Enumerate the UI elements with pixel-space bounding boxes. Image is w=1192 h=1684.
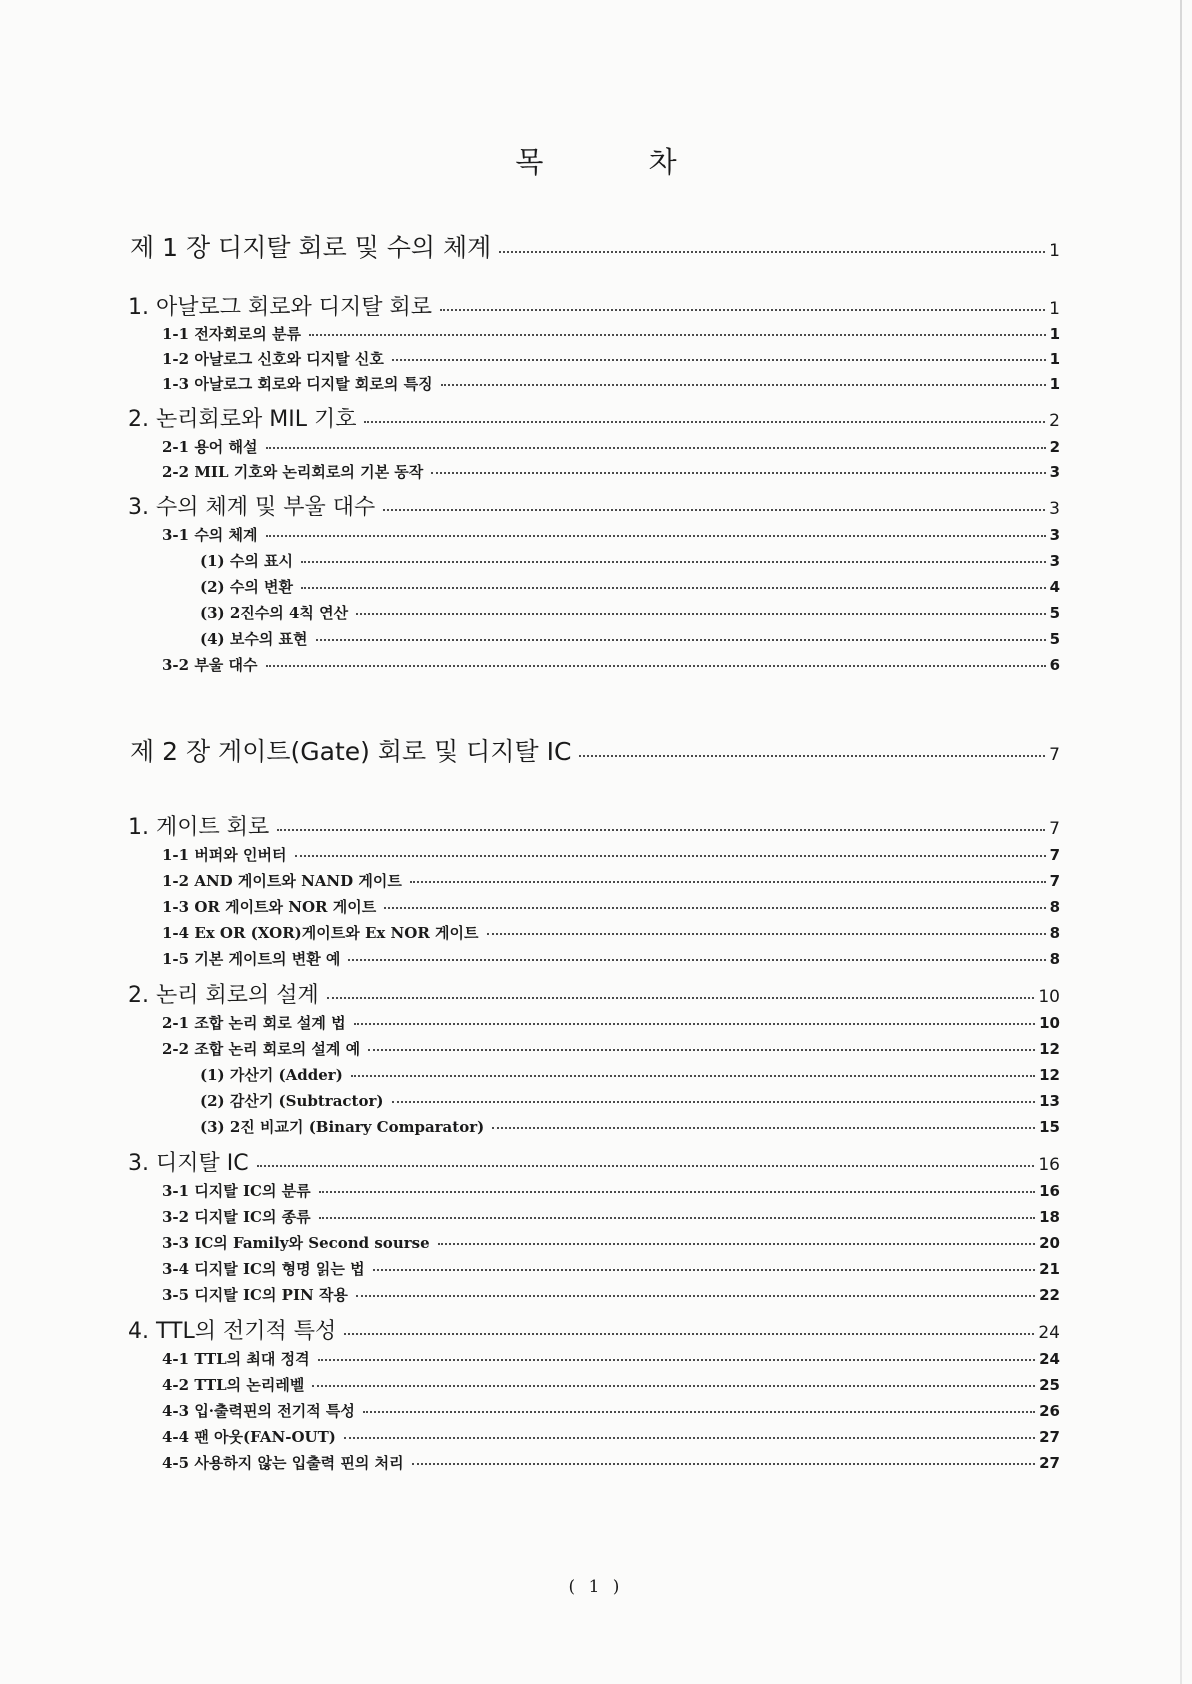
section-label: 2. 논리 회로의 설계 [128,983,319,1008]
item-entry [200,602,1060,626]
subsection-entry [162,1038,1060,1062]
item-label: (1) 수의 표시 [200,552,294,570]
dot-leader [344,1333,1034,1335]
dot-leader [354,1023,1036,1025]
dot-leader [277,829,1045,831]
subsection-label: 4-5 사용하지 않는 입출력 핀의 처리 [162,1454,404,1472]
subsection-entry [162,373,1060,397]
dot-leader [312,1385,1035,1387]
dot-leader [309,334,1046,336]
page-number: 21 [1039,1260,1060,1278]
subsection-label: 4-3 입·출력핀의 전기적 특성 [162,1402,355,1420]
subsection-entry [162,1232,1060,1256]
page-number: 1 [1049,241,1060,261]
page-number: 13 [1039,1092,1060,1110]
page-number: 16 [1039,1182,1060,1200]
subsection-label: 2-1 용어 해설 [162,438,258,456]
dot-leader [327,997,1035,999]
page-number: 3 [1049,526,1060,544]
dot-leader [364,421,1045,423]
page-footer-number: ( 1 ) [568,1577,624,1597]
subsection-entry [162,654,1060,678]
subsection-entry [162,436,1060,460]
section-entry [128,978,1060,1008]
page-number: 3 [1049,463,1060,481]
page-number: 4 [1049,578,1060,596]
dot-leader [579,755,1045,757]
subsection-entry [162,1452,1060,1476]
subsection-label: 1-5 기본 게이트의 변환 예 [162,950,341,968]
dot-leader [301,561,1046,563]
page-number: 12 [1039,1066,1060,1084]
subsection-entry [162,1348,1060,1372]
page-number: 10 [1038,987,1060,1007]
dot-leader [266,665,1046,667]
dot-leader [348,959,1045,961]
subsection-label: 3-3 IC의 Family와 Second sourse [162,1234,430,1252]
dot-leader [410,881,1046,883]
dot-leader [356,613,1045,615]
page-number: 5 [1049,630,1060,648]
dot-leader [392,359,1046,361]
subsection-label: 3-1 디지탈 IC의 분류 [162,1182,311,1200]
subsection-entry [162,348,1060,372]
subsection-entry [162,870,1060,894]
dot-leader [392,1101,1036,1103]
page-number: 15 [1039,1118,1060,1136]
subsection-entry [162,844,1060,868]
dot-leader [344,1437,1035,1439]
subsection-entry [162,896,1060,920]
subsection-label: 3-5 디지탈 IC의 PIN 작용 [162,1286,348,1304]
item-entry [200,576,1060,600]
item-entry [200,550,1060,574]
subsection-label: 2-1 조합 논리 회로 설계 법 [162,1014,346,1032]
page-number: 8 [1049,950,1060,968]
section-entry [128,1146,1060,1176]
subsection-label: 3-1 수의 체계 [162,526,258,544]
dot-leader [383,509,1045,511]
section-entry [128,810,1060,840]
section-entry [128,1314,1060,1344]
subsection-label: 1-2 AND 게이트와 NAND 게이트 [162,872,402,890]
page-number: 1 [1049,350,1060,368]
subsection-label: 3-2 부울 대수 [162,656,258,674]
page-number: 8 [1049,898,1060,916]
section-entry [128,290,1060,320]
page-number: 7 [1049,745,1060,765]
page-number: 1 [1049,375,1060,393]
subsection-label: 2-2 조합 논리 회로의 설계 예 [162,1040,361,1058]
section-label: 3. 수의 체계 및 부울 대수 [128,495,376,520]
item-label: (3) 2진수의 4칙 연산 [200,604,349,622]
dot-leader [316,639,1046,641]
subsection-entry [162,1400,1060,1424]
dot-leader [412,1463,1036,1465]
page-number: 3 [1049,552,1060,570]
page-number: 6 [1049,656,1060,674]
page-number: 24 [1038,1323,1060,1343]
page-number: 27 [1039,1428,1060,1446]
page-number: 25 [1039,1376,1060,1394]
subsection-entry [162,323,1060,347]
dot-leader [295,855,1046,857]
item-label: (2) 감산기 (Subtractor) [200,1092,384,1110]
subsection-label: 1-3 아날로그 회로와 디지탈 회로의 특징 [162,375,433,393]
page-number: 16 [1038,1155,1060,1175]
subsection-entry [162,524,1060,548]
subsection-entry [162,1374,1060,1398]
subsection-label: 1-4 Ex OR (XOR)게이트와 Ex NOR 게이트 [162,924,479,942]
page-number: 7 [1049,872,1060,890]
page-number: 7 [1049,846,1060,864]
dot-leader [492,1127,1035,1129]
subsection-label: 1-3 OR 게이트와 NOR 게이트 [162,898,377,916]
page-number: 1 [1049,299,1060,319]
subsection-label: 3-4 디지탈 IC의 형명 읽는 법 [162,1260,365,1278]
item-entry [200,1090,1060,1114]
dot-leader [438,1243,1036,1245]
subsection-entry [162,1284,1060,1308]
page-number: 8 [1049,924,1060,942]
page-number: 2 [1049,438,1060,456]
dot-leader [487,933,1046,935]
page-number: 10 [1039,1014,1060,1032]
item-entry [200,628,1060,652]
page-number: 22 [1039,1286,1060,1304]
dot-leader [441,384,1046,386]
page-number: 20 [1039,1234,1060,1252]
subsection-entry [162,1258,1060,1282]
page-number: 2 [1049,411,1060,431]
page-number: 3 [1049,499,1060,519]
subsection-entry [162,1012,1060,1036]
subsection-label: 2-2 MIL 기호와 논리회로의 기본 동작 [162,463,424,481]
chapter-label: 제 1 장 디지탈 회로 및 수의 체계 [130,233,492,262]
subsection-entry [162,1180,1060,1204]
section-entry [128,402,1060,432]
dot-leader [363,1411,1035,1413]
dot-leader [499,251,1045,253]
subsection-entry [162,1206,1060,1230]
subsection-label: 1-2 아날로그 신호와 디지탈 신호 [162,350,384,368]
subsection-entry [162,948,1060,972]
dot-leader [351,1075,1035,1077]
section-label: 1. 아날로그 회로와 디지탈 회로 [128,295,432,320]
subsection-label: 1-1 전자회로의 분류 [162,325,301,343]
subsection-entry [162,1426,1060,1450]
subsection-label: 4-4 팬 아웃(FAN-OUT) [162,1428,336,1446]
page-number: 12 [1039,1040,1060,1058]
subsection-label: 1-1 버퍼와 인버터 [162,846,287,864]
subsection-label: 3-2 디지탈 IC의 종류 [162,1208,311,1226]
section-label: 2. 논리회로와 MIL 기호 [128,407,357,432]
item-entry [200,1064,1060,1088]
item-entry [200,1116,1060,1140]
dot-leader [319,1217,1035,1219]
dot-leader [356,1295,1035,1297]
page-number: 24 [1039,1350,1060,1368]
item-label: (3) 2진 비교기 (Binary Comparator) [200,1118,485,1136]
section-label: 3. 디지탈 IC [128,1151,249,1176]
dot-leader [431,472,1045,474]
item-label: (2) 수의 변환 [200,578,294,596]
dot-leader [384,907,1045,909]
dot-leader [368,1049,1035,1051]
page-number: 18 [1039,1208,1060,1226]
subsection-entry [162,922,1060,946]
chapter-1-entry [130,228,1060,262]
page-number: 1 [1049,325,1060,343]
chapter-label: 제 2 장 게이트(Gate) 회로 및 디지탈 IC [130,737,572,766]
subsection-label: 4-1 TTL의 최대 정격 [162,1350,310,1368]
page-number: 5 [1049,604,1060,622]
dot-leader [440,309,1045,311]
item-label: (4) 보수의 표현 [200,630,308,648]
page-number: 7 [1049,819,1060,839]
item-label: (1) 가산기 (Adder) [200,1066,343,1084]
page-number: 26 [1039,1402,1060,1420]
page-edge [1180,0,1182,1684]
page-title: 목 차 [515,145,725,179]
dot-leader [266,535,1046,537]
page-number: 27 [1039,1454,1060,1472]
dot-leader [319,1191,1035,1193]
dot-leader [266,447,1046,449]
section-entry [128,490,1060,520]
section-label: 4. TTL의 전기적 특성 [128,1319,337,1344]
section-label: 1. 게이트 회로 [128,815,270,840]
dot-leader [318,1359,1036,1361]
dot-leader [301,587,1046,589]
chapter-2-entry [130,732,1060,766]
dot-leader [373,1269,1036,1271]
subsection-entry [162,461,1060,485]
subsection-label: 4-2 TTL의 논리레벨 [162,1376,305,1394]
dot-leader [257,1165,1035,1167]
